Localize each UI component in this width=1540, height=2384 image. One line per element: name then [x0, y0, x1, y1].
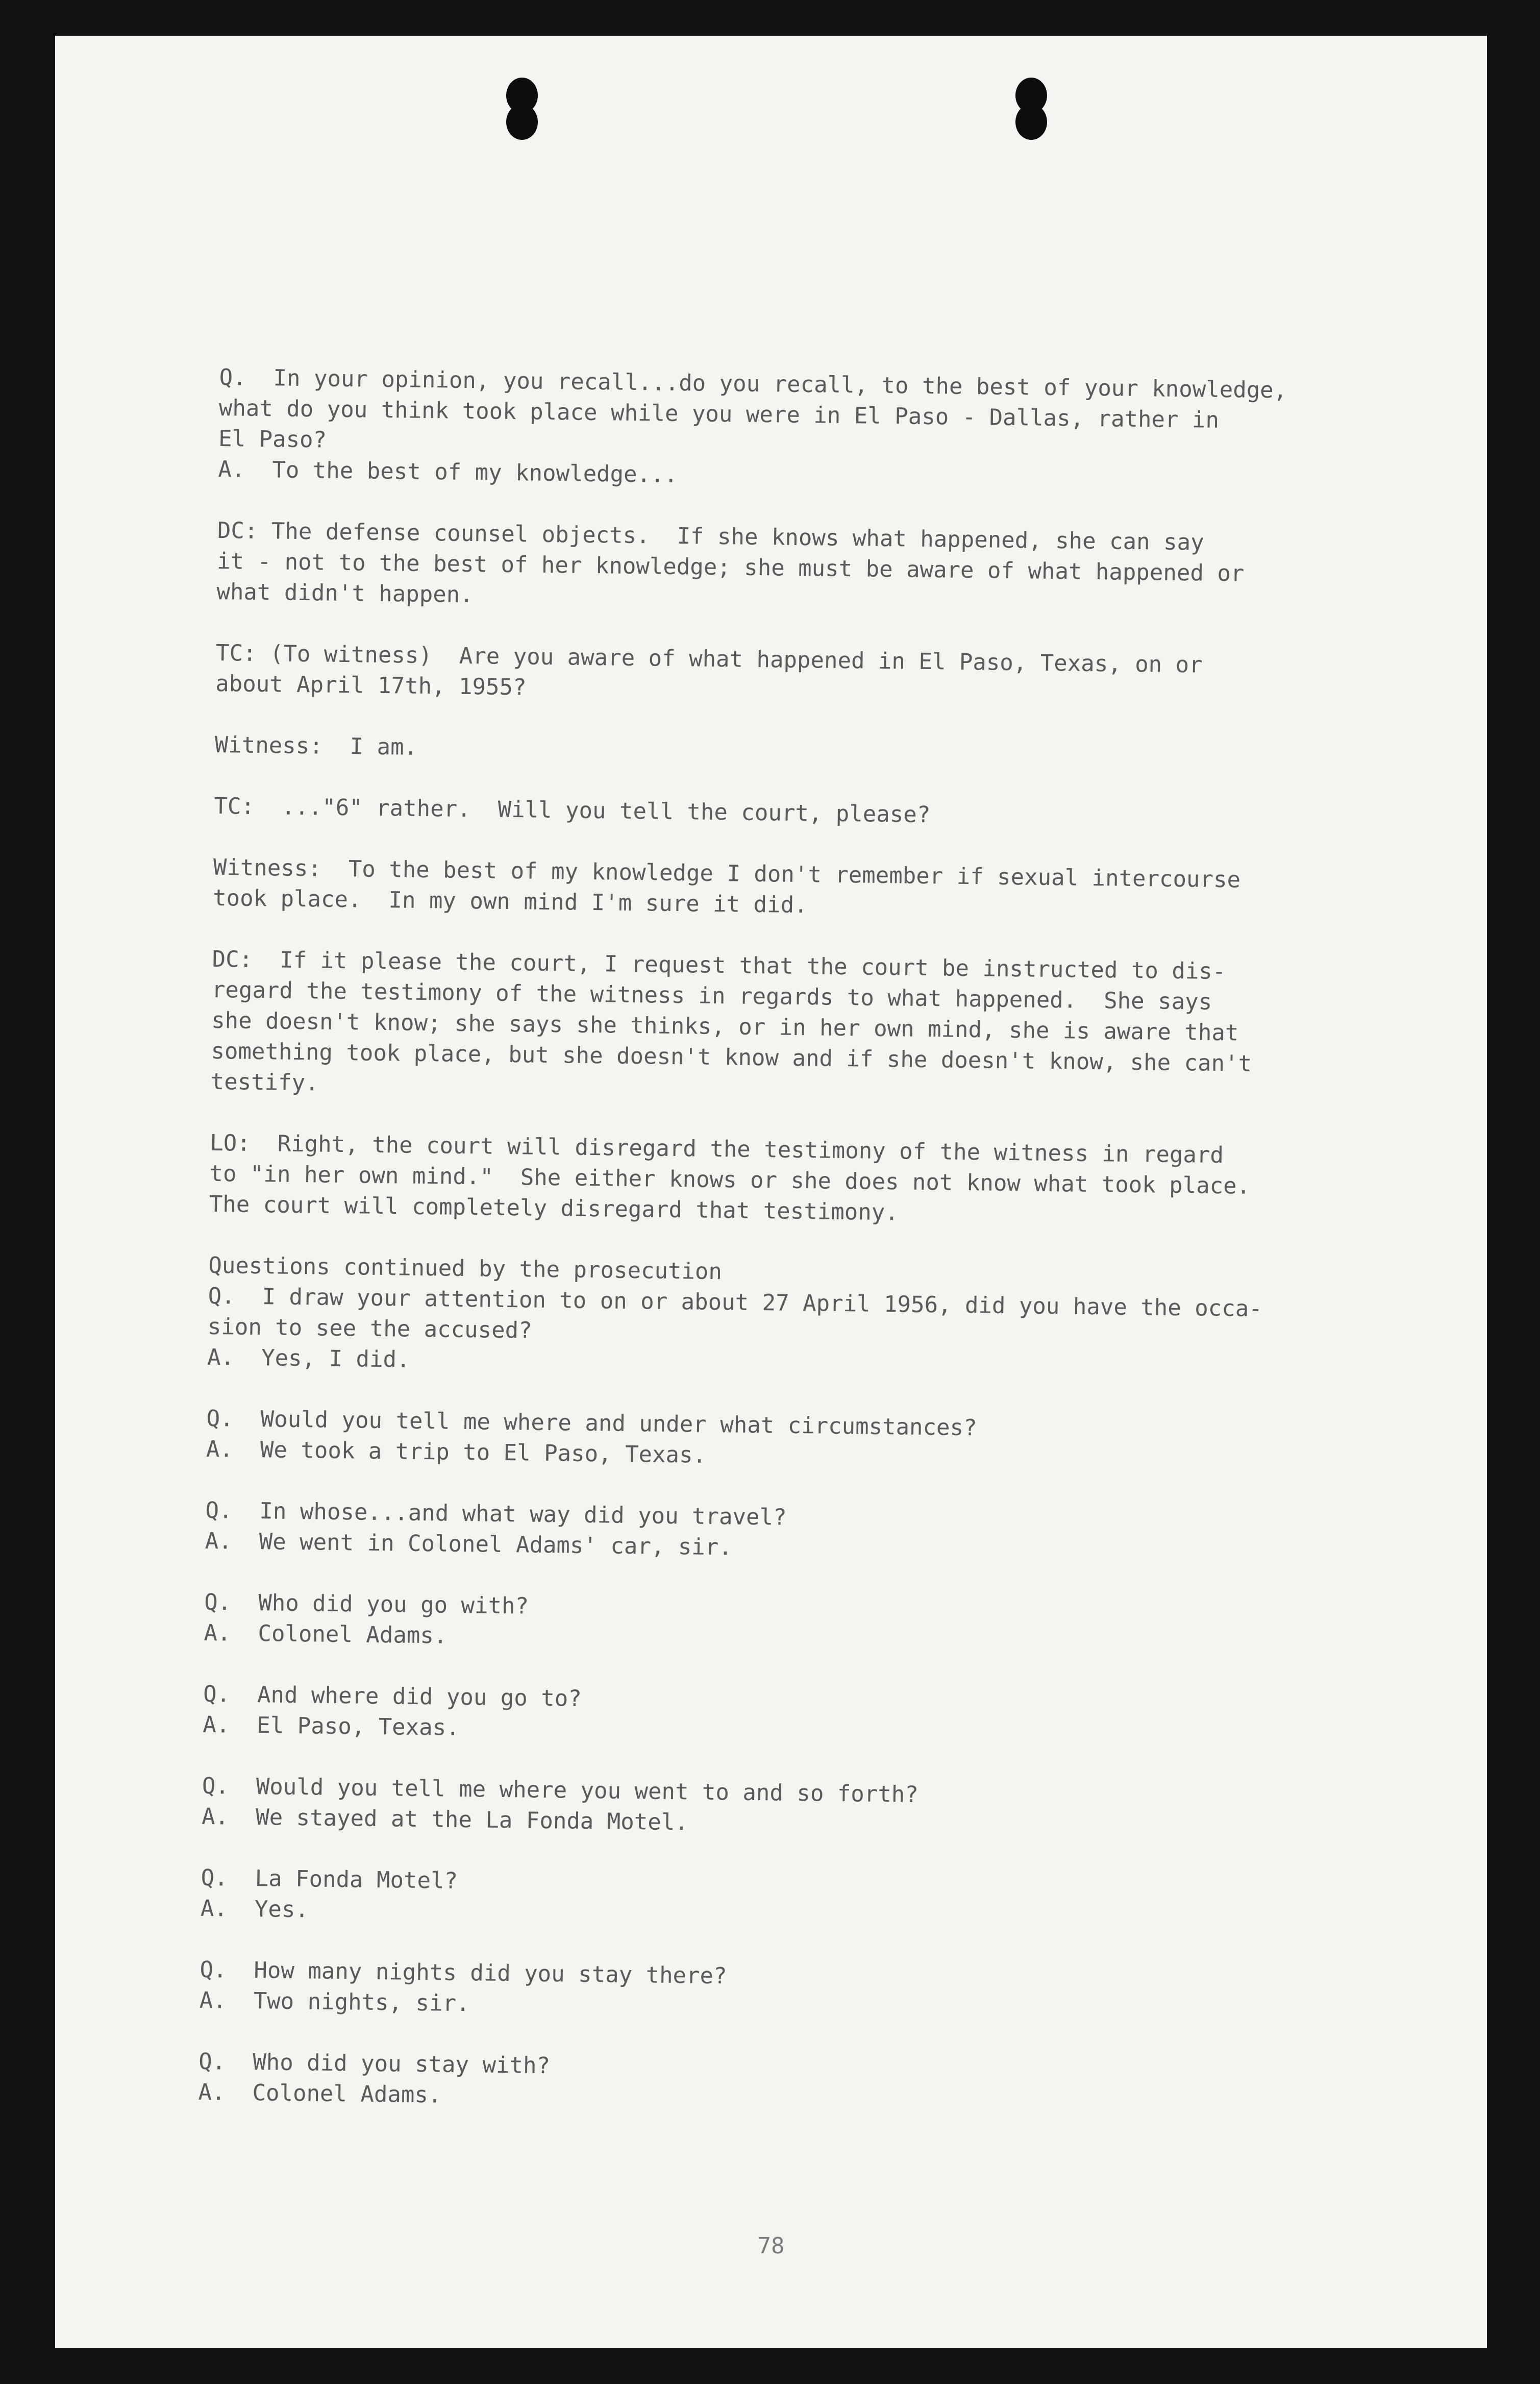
transcript-body [197, 362, 1454, 2153]
transcript-line: A. El Paso, Texas. [203, 1711, 460, 1741]
transcript-line: A. We stayed at the La Fonda Motel. [201, 1803, 689, 1836]
transcript-paragraph [218, 362, 1454, 500]
transcript-line: El Paso? [218, 425, 327, 453]
transcript-line: A. Colonel Adams. [204, 1619, 448, 1649]
transcript-line: sion to see the accused? [207, 1313, 532, 1344]
transcript-paragraph [209, 1128, 1445, 1235]
transcript-line: TC: ..."6" rather. Will you tell the court, please? [214, 793, 931, 828]
transcript-line: something took place, but she doesn't know and if she doesn't know, she can't [211, 1038, 1252, 1077]
transcript-line: The court will completely disregard that testimony. [209, 1191, 899, 1226]
transcript-line: Q. Would you tell me where and under what circumstances? [206, 1405, 977, 1441]
transcript-line: A. Yes. [200, 1895, 309, 1923]
transcript-line: A. Colonel Adams. [198, 2079, 442, 2108]
transcript-paragraph [210, 944, 1447, 1113]
transcript-line: Witness: To the best of my knowledge I don't remember if sexual intercourse [213, 854, 1241, 893]
transcript-line: took place. In my own mind I'm sure it did. [212, 884, 808, 919]
transcript-line: Q. La Fonda Motel? [201, 1864, 458, 1894]
transcript-line: TC: (To witness) Are you aware of what happened in El Paso, Texas, on or [215, 640, 1203, 678]
transcript-paragraph [216, 515, 1452, 623]
transcript-line: Q. In your opinion, you recall...do you recall, to the best of your knowledge, [219, 364, 1287, 404]
transcript-line: she doesn't know; she says she thinks, or in her own mind, she is aware that [211, 1007, 1239, 1046]
transcript-paragraph [213, 852, 1448, 929]
transcript-paragraph [203, 1679, 1438, 1756]
transcript-line: LO: Right, the court will disregard the testimony of the witness in regard [210, 1129, 1224, 1169]
transcript-line: DC: If it please the court, I request that the court be instructed to dis- [212, 946, 1226, 985]
transcript-paragraph [214, 791, 1449, 837]
transcript-line: Q. Would you tell me where you went to and so forth? [202, 1773, 919, 1808]
transcript-line: Q. In whose...and what way did you travel? [205, 1497, 787, 1531]
transcript-paragraph [202, 1771, 1437, 1848]
transcript-paragraph [215, 638, 1451, 715]
transcript-paragraph [199, 1955, 1434, 2031]
transcript-line: Q. And where did you go to? [203, 1681, 582, 1712]
transcript-paragraph [198, 2047, 1433, 2123]
transcript-line: what do you think took place while you were in El Paso - Dallas, rather in [218, 395, 1220, 433]
page-number: 78 [757, 2233, 785, 2259]
transcript-line: it - not to the best of her knowledge; she must be aware of what happened or [216, 548, 1245, 587]
transcript-paragraph [205, 1495, 1440, 1572]
transcript-paragraph [204, 1587, 1439, 1664]
transcript-line: Q. I draw your attention to on or about 27 April 1956, did you have the occa- [208, 1283, 1263, 1322]
transcript-line: Q. Who did you stay with? [198, 2048, 551, 2079]
transcript-line: DC: The defense counsel objects. If she knows what happened, she can say [217, 517, 1204, 556]
transcript-line: testify. [210, 1068, 319, 1096]
transcript-line: what didn't happen. [216, 578, 474, 608]
transcript-paragraph [206, 1404, 1442, 1480]
transcript-line: A. We went in Colonel Adams' car, sir. [205, 1528, 733, 1561]
transcript-line: A. Yes, I did. [207, 1344, 410, 1373]
document-page [55, 36, 1487, 2348]
transcript-line: to "in her own mind." She either knows or she does not know what took place. [209, 1160, 1251, 1199]
transcript-line: Questions continued by the prosecution [208, 1252, 723, 1285]
transcript-line: A. We took a trip to El Paso, Texas. [206, 1436, 707, 1468]
transcript-line: A. Two nights, sir. [199, 1987, 470, 2017]
transcript-line: Q. How many nights did you stay there? [200, 1956, 727, 1989]
transcript-line: Q. Who did you go with? [204, 1589, 529, 1619]
transcript-line: regard the testimony of the witness in regards to what happened. She says [211, 976, 1212, 1015]
transcript-paragraph [201, 1863, 1436, 1939]
transcript-line: A. To the best of my knowledge... [218, 456, 678, 488]
transcript-line: about April 17th, 1955? [215, 670, 527, 701]
transcript-paragraph [207, 1250, 1444, 1388]
transcript-line: Witness: I am. [214, 731, 418, 760]
transcript-paragraph [214, 730, 1450, 776]
